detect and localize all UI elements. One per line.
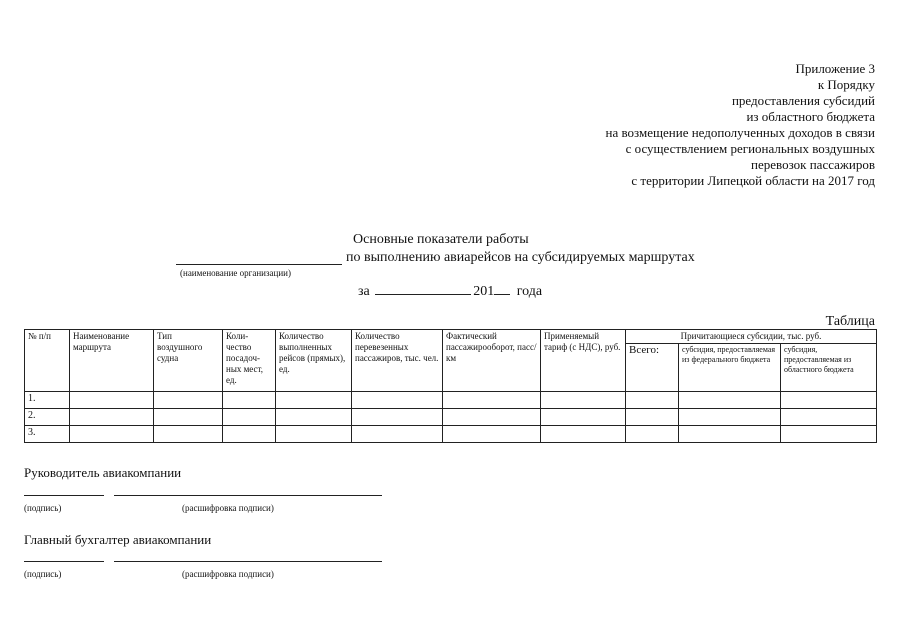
- accountant-decode-caption: (расшифровка подписи): [182, 569, 274, 579]
- period-za: за: [358, 284, 370, 299]
- cell-seats[interactable]: [223, 426, 276, 443]
- cell-federal[interactable]: [679, 392, 781, 409]
- cell-turnover[interactable]: [443, 426, 541, 443]
- year-field[interactable]: [494, 282, 510, 295]
- header-turnover: Фактический пассажирооборот, пасс/км: [443, 330, 541, 392]
- cell-total[interactable]: [626, 426, 679, 443]
- cell-aircraft[interactable]: [154, 426, 223, 443]
- cell-seats[interactable]: [223, 409, 276, 426]
- director-sign-caption: (подпись): [24, 503, 62, 513]
- accountant-name-field[interactable]: [114, 561, 382, 562]
- header-federal: субсидия, предоставляемая из федерального бюджета: [679, 344, 781, 392]
- cell-seats[interactable]: [223, 392, 276, 409]
- cell-route[interactable]: [70, 409, 154, 426]
- cell-passengers[interactable]: [352, 409, 443, 426]
- row-number: 2.: [25, 409, 70, 426]
- cell-total[interactable]: [626, 392, 679, 409]
- accountant-signature-field[interactable]: [24, 561, 104, 562]
- period-row: [358, 282, 542, 300]
- table-row: [25, 409, 877, 426]
- cell-federal[interactable]: [679, 409, 781, 426]
- title-line-2: по выполнению авиарейсов на субсидируемых маршрутах: [346, 250, 695, 265]
- header-flights: Количество выполненных рейсов (прямых), ед.: [276, 330, 352, 392]
- row-number: 3.: [25, 426, 70, 443]
- year-suffix: года: [516, 284, 543, 299]
- cell-regional[interactable]: [781, 426, 877, 443]
- director-signature-field[interactable]: [24, 495, 104, 496]
- table-row: [25, 392, 877, 409]
- appendix-line: Приложение 3: [795, 61, 875, 76]
- cell-passengers[interactable]: [352, 426, 443, 443]
- cell-flights[interactable]: [276, 409, 352, 426]
- header-aircraft: Тип воздушного судна: [154, 330, 223, 392]
- table-row: [25, 426, 877, 443]
- cell-tariff[interactable]: [541, 426, 626, 443]
- organization-name-field[interactable]: [176, 250, 342, 265]
- cell-regional[interactable]: [781, 392, 877, 409]
- period-field[interactable]: [375, 282, 471, 295]
- cell-passengers[interactable]: [352, 392, 443, 409]
- table-label: Таблица: [825, 314, 875, 329]
- cell-route[interactable]: [70, 392, 154, 409]
- organization-caption: (наименование организации): [180, 268, 291, 278]
- cell-turnover[interactable]: [443, 392, 541, 409]
- cell-route[interactable]: [70, 426, 154, 443]
- header-route: Наименование маршрута: [70, 330, 154, 392]
- header-seats: Коли-чество посадоч-ных мест, ед.: [223, 330, 276, 392]
- appendix-line: к Порядку: [817, 77, 875, 92]
- director-name-field[interactable]: [114, 495, 382, 496]
- indicators-table: [24, 329, 877, 443]
- header-subsidy-group: Причитающиеся субсидии, тыс. руб.: [626, 330, 877, 344]
- header-regional: субсидия, предоставляемая из областного бюджета: [781, 344, 877, 392]
- accountant-sign-caption: (подпись): [24, 569, 62, 579]
- cell-aircraft[interactable]: [154, 392, 223, 409]
- appendix-line: с осуществлением региональных воздушных: [625, 141, 875, 156]
- header-tariff: Применяемый тариф (с НДС), руб.: [541, 330, 626, 392]
- cell-tariff[interactable]: [541, 392, 626, 409]
- row-number: 1.: [25, 392, 70, 409]
- appendix-line: на возмещение недополученных доходов в связи: [605, 125, 875, 140]
- accountant-title: Главный бухгалтер авиакомпании: [24, 532, 212, 547]
- appendix-line: перевозок пассажиров: [751, 157, 875, 172]
- cell-total[interactable]: [626, 409, 679, 426]
- appendix-line: с территории Липецкой области на 2017 год: [631, 173, 875, 188]
- cell-tariff[interactable]: [541, 409, 626, 426]
- director-decode-caption: (расшифровка подписи): [182, 503, 274, 513]
- header-total: Всего:: [626, 344, 679, 392]
- appendix-line: из областного бюджета: [746, 109, 875, 124]
- appendix-line: предоставления субсидий: [731, 93, 875, 108]
- cell-regional[interactable]: [781, 409, 877, 426]
- cell-flights[interactable]: [276, 426, 352, 443]
- cell-federal[interactable]: [679, 426, 781, 443]
- year-prefix: 201: [473, 284, 495, 299]
- header-passengers: Количество перевезенных пассажиров, тыс. чел.: [352, 330, 443, 392]
- cell-turnover[interactable]: [443, 409, 541, 426]
- title-line-1: Основные показатели работы: [353, 232, 529, 247]
- cell-aircraft[interactable]: [154, 409, 223, 426]
- appendix-header: [606, 61, 875, 189]
- cell-flights[interactable]: [276, 392, 352, 409]
- director-title: Руководитель авиакомпании: [24, 465, 182, 480]
- header-num: № п/п: [25, 330, 70, 392]
